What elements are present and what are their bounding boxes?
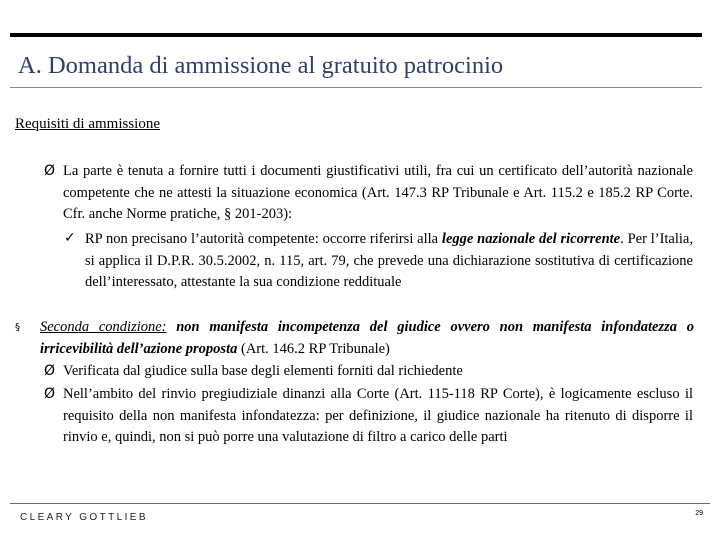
- section-heading: Requisiti di ammissione: [15, 116, 160, 132]
- sub-bullet-authority: [85, 229, 693, 294]
- page-number: 29: [695, 510, 703, 517]
- arrow-bullet-icon: Ø: [44, 386, 56, 402]
- bullet-second-condition: [40, 317, 694, 360]
- checkmark-icon: ✓: [64, 230, 76, 246]
- footer-divider: [10, 503, 710, 504]
- sub-bullet-emphasis: legge nazionale del ricorrente: [441, 231, 621, 247]
- second-condition-reference: (Art. 146.2 RP Tribunale): [237, 340, 390, 357]
- sub-bullet-text-after: . Per l’Italia, si applica il D.P.R. 30.5.2002, n. 115, art. 79, che prevede una dichiarazione sostitutiva di certificazione dell’interessato, attestante la sua condizione reddituale: [85, 231, 693, 290]
- section-bullet-icon: §: [15, 322, 20, 333]
- top-rule: [10, 33, 702, 37]
- arrow-bullet-icon: Ø: [44, 363, 56, 379]
- page-title: A. Domanda di ammissione al gratuito patrocinio: [18, 52, 504, 79]
- bullet-preliminary-reference: Nell’ambito del rinvio pregiudiziale dinanzi alla Corte (Art. 115-118 RP Corte), è logicamente escluso il requisito della non manifesta infondatezza: per definizione, il giudice nazionale ha ritenuto di disporre il rinvio e, quindi, non si può porre una valutazione di filtro a carico delle parti: [63, 386, 693, 445]
- second-condition-label: Seconda condizione:: [40, 319, 167, 335]
- sub-bullet-text-before: RP non precisano l’autorità competente: occorre riferirsi alla: [85, 231, 442, 247]
- bullet-verification: Verificata dal giudice sulla base degli elementi forniti dal richiedente: [63, 363, 463, 379]
- firm-logo: CLEARY GOTTLIEB: [20, 512, 148, 523]
- second-condition-emphasis: non manifesta incompetenza del giudice ovvero non manifesta infondatezza o irricevibilità dell’azione proposta: [40, 319, 694, 357]
- arrow-bullet-icon: Ø: [44, 163, 56, 179]
- title-divider: [10, 87, 702, 88]
- bullet-documents: La parte è tenuta a fornire tutti i documenti giustificativi utili, fra cui un certificato dell’autorità nazionale competente che ne attesti la situazione economica (Art. 147.3 RP Tribunale e Art. 115.2 e 185.2 RP Corte. Cfr. anche Norme pratiche, § 201-203):: [63, 163, 693, 222]
